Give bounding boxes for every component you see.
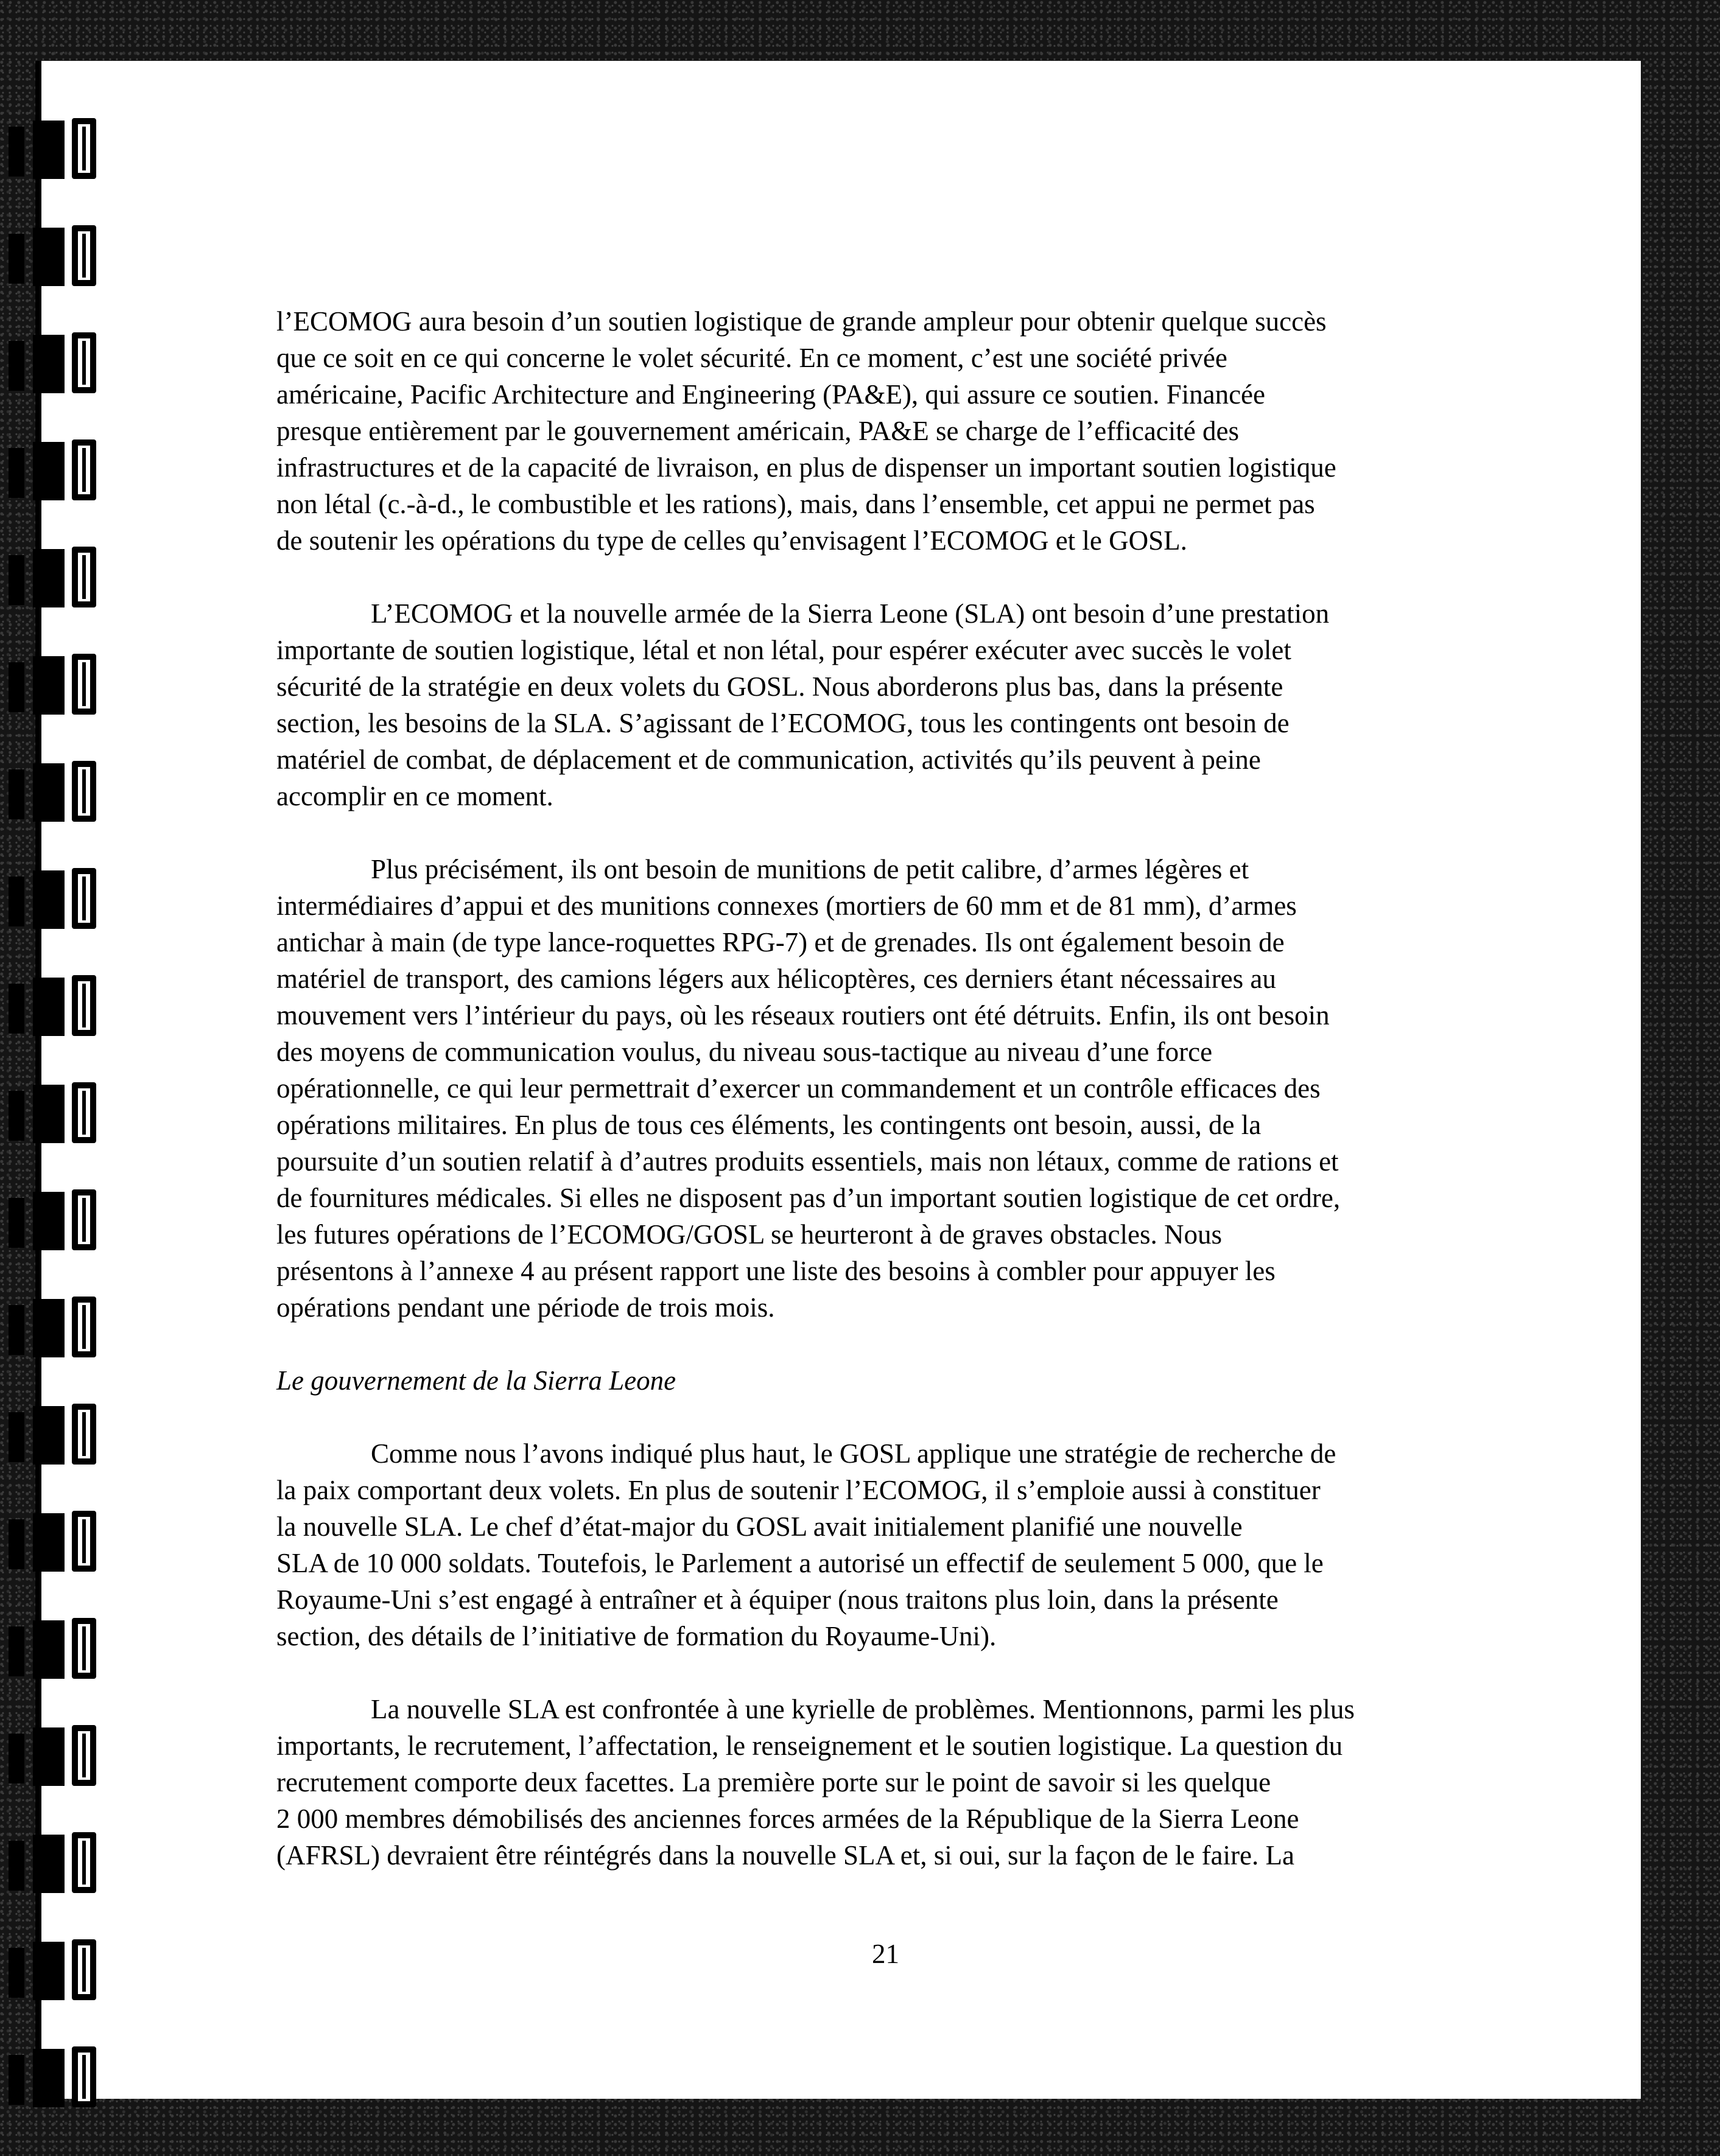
- text-line: non létal (c.-à-d., le combustible et les rations), mais, dans l’ensemble, cet appui ne permet pas: [276, 489, 1315, 519]
- text-line: intermédiaires d’appui et des munitions connexes (mortiers de 60 mm et de 81 mm), d’armes: [276, 891, 1297, 921]
- binding-ring: [9, 223, 118, 290]
- page-number: 21: [872, 1939, 899, 1969]
- binding-ring: [9, 116, 118, 183]
- text-line: section, des détails de l’initiative de formation du Royaume-Uni).: [276, 1621, 997, 1651]
- text-line: importants, le recrutement, l’affectation, le renseignement et le soutien logistique. La question du: [276, 1731, 1343, 1761]
- text-line: présentons à l’annexe 4 au présent rapport une liste des besoins à combler pour appuyer les: [276, 1256, 1276, 1286]
- text-line: accomplir en ce moment.: [276, 781, 553, 811]
- text-line: (AFRSL) devraient être réintégrés dans la nouvelle SLA et, si oui, sur la façon de le faire. La: [276, 1840, 1294, 1871]
- text-line: opérations pendant une période de trois mois.: [276, 1292, 775, 1323]
- text-line: poursuite d’un soutien relatif à d’autres produits essentiels, mais non létaux, comme de rations et: [276, 1146, 1339, 1177]
- text-line: La nouvelle SLA est confrontée à une kyrielle de problèmes. Mentionnons, parmi les plus: [371, 1694, 1355, 1724]
- text-line: sécurité de la stratégie en deux volets du GOSL. Nous aborderons plus bas, dans la présente: [276, 671, 1283, 702]
- text-line: l’ECOMOG aura besoin d’un soutien logistique de grande ampleur pour obtenir quelque succès: [276, 306, 1327, 337]
- paragraphs-after-heading: [276, 1435, 1500, 1874]
- binding-ring: [9, 1615, 118, 1682]
- document-page: [38, 61, 1641, 2099]
- section-heading: Le gouvernement de la Sierra Leone: [276, 1365, 676, 1396]
- binding-ring: [9, 1937, 118, 2004]
- document-body: [276, 303, 1500, 1910]
- text-line: matériel de combat, de déplacement et de communication, activités qu’ils peuvent à peine: [276, 744, 1261, 775]
- binding-ring: [9, 866, 118, 933]
- text-line: Plus précisément, ils ont besoin de munitions de petit calibre, d’armes légères et: [371, 854, 1249, 884]
- text-line: SLA de 10 000 soldats. Toutefois, le Parlement a autorisé un effectif de seulement 5 000, que le: [276, 1548, 1324, 1578]
- binding-ring: [9, 1294, 118, 1361]
- binding-ring: [9, 1508, 118, 1575]
- paragraph: [276, 851, 1500, 1326]
- text-line: les futures opérations de l’ECOMOG/GOSL se heurteront à de graves obstacles. Nous: [276, 1219, 1222, 1250]
- binding-ring: [9, 437, 118, 504]
- text-line: antichar à main (de type lance-roquettes RPG-7) et de grenades. Ils ont également besoin de: [276, 927, 1285, 957]
- binding-ring: [9, 1830, 118, 1897]
- binding-ring: [9, 973, 118, 1040]
- text-line: opérationnelle, ce qui leur permettrait d’exercer un commandement et un contrôle efficaces des: [276, 1073, 1321, 1104]
- spiral-binding: [0, 61, 122, 2099]
- text-line: Royaume-Uni s’est engagé à entraîner et à équiper (nous traitons plus loin, dans la présente: [276, 1584, 1279, 1615]
- binding-ring: [9, 544, 118, 611]
- text-line: la paix comportant deux volets. En plus de soutenir l’ECOMOG, il s’emploie aussi à constituer: [276, 1475, 1321, 1505]
- text-line: infrastructures et de la capacité de livraison, en plus de dispenser un important soutien logistique: [276, 452, 1336, 483]
- text-line: que ce soit en ce qui concerne le volet sécurité. En ce moment, c’est une société privée: [276, 343, 1227, 373]
- binding-ring: [9, 2044, 118, 2111]
- text-line: américaine, Pacific Architecture and Engineering (PA&E), qui assure ce soutien. Financée: [276, 379, 1265, 410]
- paragraphs-before-heading: [276, 303, 1500, 1326]
- text-line: presque entièrement par le gouvernement américain, PA&E se charge de l’efficacité des: [276, 416, 1239, 446]
- text-line: L’ECOMOG et la nouvelle armée de la Sierra Leone (SLA) ont besoin d’une prestation: [371, 598, 1330, 629]
- text-line: mouvement vers l’intérieur du pays, où les réseaux routiers ont été détruits. Enfin, ils ont besoin: [276, 1000, 1330, 1031]
- binding-ring: [9, 1401, 118, 1468]
- text-line: section, les besoins de la SLA. S’agissant de l’ECOMOG, tous les contingents ont besoin de: [276, 708, 1290, 738]
- paragraph: [276, 1435, 1500, 1654]
- binding-ring: [9, 651, 118, 718]
- text-line: opérations militaires. En plus de tous ces éléments, les contingents ont besoin, aussi, de la: [276, 1110, 1262, 1140]
- text-line: Comme nous l’avons indiqué plus haut, le GOSL applique une stratégie de recherche de: [371, 1438, 1336, 1469]
- text-line: recrutement comporte deux facettes. La première porte sur le point de savoir si les quelque: [276, 1767, 1271, 1797]
- text-line: des moyens de communication voulus, du niveau sous-tactique au niveau d’une force: [276, 1037, 1213, 1067]
- paragraph: [276, 303, 1500, 559]
- paragraph: [276, 1691, 1500, 1874]
- text-line: matériel de transport, des camions légers aux hélicoptères, ces derniers étant nécessaires au: [276, 964, 1276, 994]
- binding-ring: [9, 1723, 118, 1790]
- text-line: 2 000 membres démobilisés des anciennes forces armées de la République de la Sierra Leone: [276, 1804, 1299, 1834]
- binding-ring: [9, 330, 118, 397]
- text-line: de soutenir les opérations du type de celles qu’envisagent l’ECOMOG et le GOSL.: [276, 525, 1187, 556]
- binding-ring: [9, 1080, 118, 1147]
- text-line: de fournitures médicales. Si elles ne disposent pas d’un important soutien logistique de cet ordre,: [276, 1183, 1341, 1213]
- text-line: importante de soutien logistique, létal et non létal, pour espérer exécuter avec succès le volet: [276, 635, 1291, 665]
- binding-ring: [9, 758, 118, 825]
- binding-ring: [9, 1187, 118, 1254]
- text-line: la nouvelle SLA. Le chef d’état-major du GOSL avait initialement planifié une nouvelle: [276, 1511, 1243, 1542]
- paragraph: [276, 595, 1500, 814]
